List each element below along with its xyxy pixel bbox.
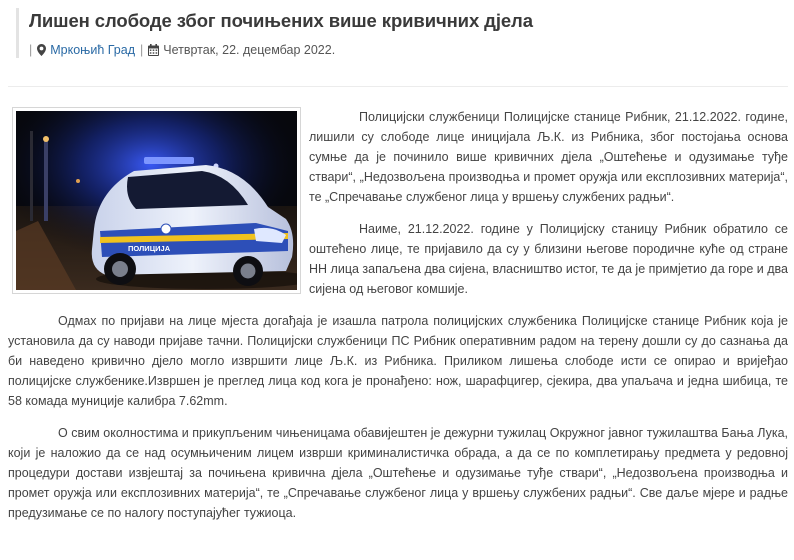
article-body	[8, 107, 788, 535]
article-photo	[12, 107, 301, 294]
location-link[interactable]: Мркоњић Град	[50, 43, 136, 57]
meta-separator: |	[29, 43, 33, 57]
police-car-photo	[16, 111, 297, 290]
article-meta	[29, 42, 794, 58]
calendar-icon	[148, 44, 159, 56]
article-paragraph: О свим околностима и прикупљеним чињеницама обавијештен је дежурни тужилац Окружног јавног тужилаштва Бања Лука, који је наложио да се над осумњиченим лицем изврши криминалистичка обрада, а да се по комплетирању предмета у редовној процедури достави извјештај за почињена кривична дјела „Оштећење и одузимање туђе ствари“, „Недозвољена производња и промет оружја или експлозивних материја“, те „Спречавање службеног лица у вршењу службених радњи“. Све даље мјере и радње предузимање се по налогу поступајућег тужиоца.	[8, 426, 788, 520]
header-divider	[8, 86, 788, 87]
article-title: Лишен слободе због почињених више кривичних дјела	[29, 10, 533, 31]
meta-separator: |	[140, 43, 144, 57]
article-paragraph: Наиме, 21.12.2022. године у Полицијску станицу Рибник обратило се оштећено лице, те пријавило да су у близини његове породичне куће од стране НН лица запаљена два сијена, власништво истог, те да је примјетио да горе и два сијена од његовог комшије.	[309, 222, 788, 296]
article-paragraph: Полицијски службеници Полицијске станице Рибник, 21.12.2022. године, лишили су слободе лице иницијала Љ.К. из Рибника, због постојања основа сумње да је починило више кривичних дјела „Оштећење и одузимање туђе ствари“, „Недозвољена производња и промет оружја или експлозивних материја“, те „Спречавање службеног лица у вршењу службених радњи“.	[309, 110, 788, 204]
car-police-label: ПОЛИЦИЈА	[128, 244, 171, 253]
map-marker-icon	[37, 44, 46, 56]
article-paragraph: Одмах по пријави на лице мјеста догађаја је изашла патрола полицијских службеника Полицијске станице Рибник која је установила да су наводи пријаве тачни. Полицијски службеници ПС Рибник оперативним радом на терену дошли су до сазнања да би наведено кривично дјело могло извршити лице Љ.К. из Рибника. Приликом лишења слободе исти се опирао и вријеђао полицијске службенике.Извршен је преглед лица код кога је пронађено: нож, шарафцигер, сјекира, два упаљача и једна шибица, те 58 комада муниције калибра 7.62mm.	[8, 314, 788, 408]
article-date: Четвртак, 22. децембар 2022.	[163, 43, 336, 57]
article-header	[16, 8, 794, 58]
